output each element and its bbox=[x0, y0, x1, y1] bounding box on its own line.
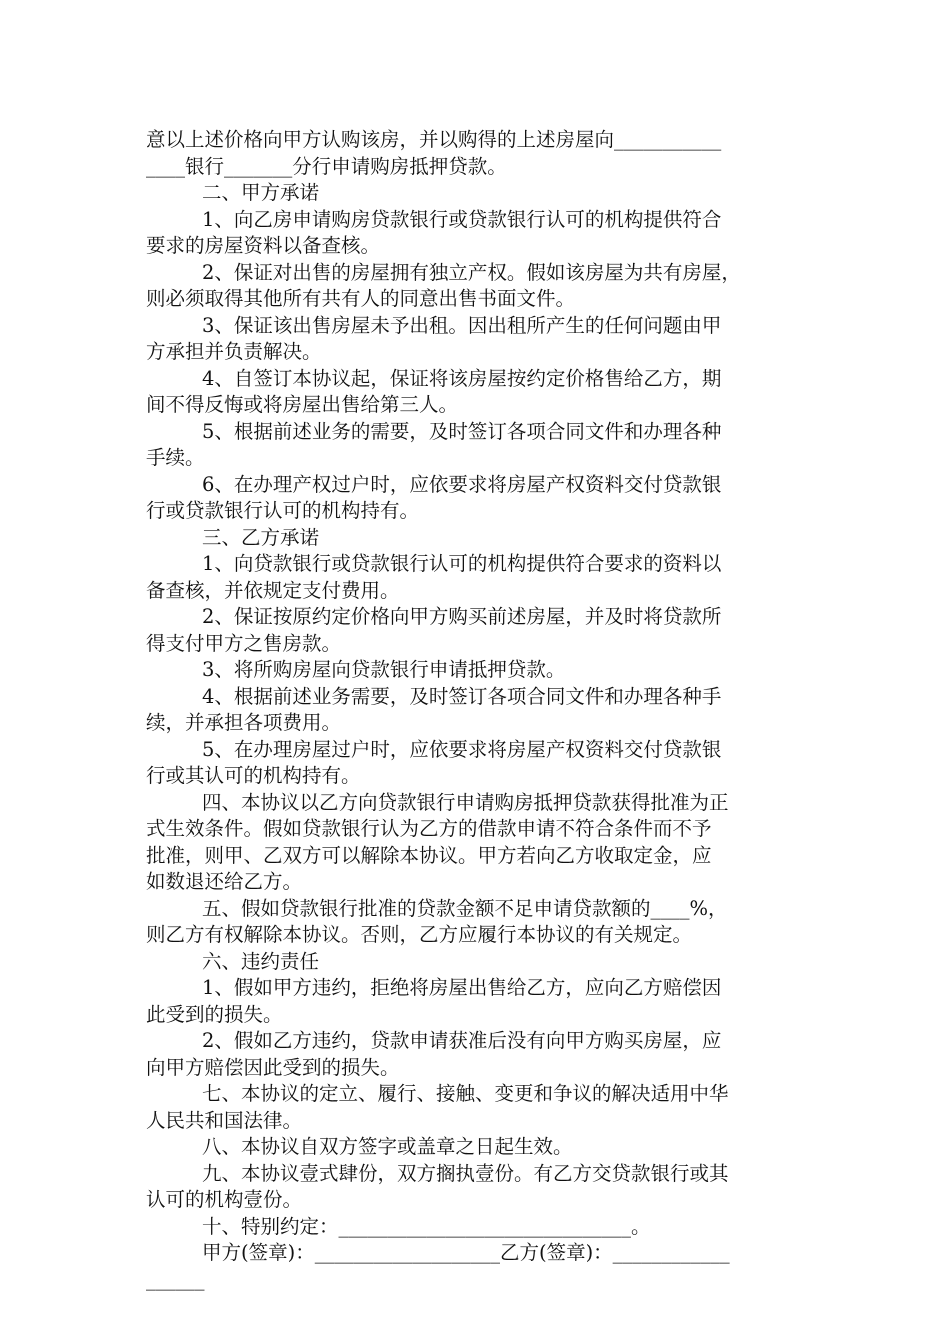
section-heading: 三、乙方承诺 bbox=[202, 525, 320, 549]
text-line: 1、假如甲方违约，拒绝将房屋出售给乙方，应向乙方赔偿因 bbox=[202, 976, 722, 999]
special-agreement-line: 十、特别约定：______________________________。 bbox=[202, 1214, 651, 1238]
contract-text bbox=[146, 127, 808, 1293]
text-line: 人民共和国法律。 bbox=[146, 1108, 303, 1132]
section-heading: 四、本协议以乙方向贷款银行申请购房抵押贷款获得批准为正 bbox=[202, 790, 729, 814]
text-line: 2、保证对出售的房屋拥有独立产权。假如该房屋为共有房屋， bbox=[202, 260, 741, 284]
text-line: 行或贷款银行认可的机构持有。 bbox=[146, 499, 420, 522]
text-line: 间不得反悔或将房屋出售给第三人。 bbox=[146, 393, 459, 416]
text-line: 续，并承担各项费用。 bbox=[146, 711, 342, 734]
section-heading: 五、假如贷款银行批准的贷款金额不足申请贷款额的____%， bbox=[202, 896, 728, 920]
text-line: 6、在办理产权过户时，应依要求将房屋产权资料交付贷款银 bbox=[202, 472, 722, 496]
text-line: 意以上述价格向甲方认购该房，并以购得的上述房屋向___________ bbox=[146, 128, 722, 151]
text-line: 则乙方有权解除本协议。否则，乙方应履行本协议的有关规定。 bbox=[146, 923, 693, 946]
text-line: 如数退还给乙方。 bbox=[146, 870, 303, 893]
text-line: 式生效条件。假如贷款银行认为乙方的借款申请不符合条件而不予 bbox=[146, 817, 712, 840]
signature-line: 甲方(签章)：___________________乙方(签章)：____________ bbox=[202, 1241, 730, 1264]
text-line: 认可的机构壹份。 bbox=[146, 1188, 303, 1211]
text-line: 3、将所购房屋向贷款银行申请抵押贷款。 bbox=[202, 658, 566, 681]
text-line: 2、保证按原约定价格向甲方购买前述房屋，并及时将贷款所 bbox=[202, 605, 722, 628]
text-line: 5、在办理房屋过户时，应依要求将房屋产权资料交付贷款银 bbox=[202, 737, 722, 761]
text-line: 4、根据前述业务需要，及时签订各项合同文件和办理各种手 bbox=[202, 684, 722, 708]
section-heading: 六、违约责任 bbox=[202, 949, 320, 973]
section-heading: 七、本协议的定立、履行、接触、变更和争议的解决适用中华 bbox=[202, 1082, 729, 1105]
section-heading: 二、甲方承诺 bbox=[202, 181, 320, 204]
section-heading: 九、本协议壹式肆份，双方搁执壹份。有乙方交贷款银行或其 bbox=[202, 1161, 729, 1185]
text-line: 1、向乙房申请购房贷款银行或贷款银行认可的机构提供符合 bbox=[202, 207, 722, 231]
text-line: ____银行_______分行申请购房抵押贷款。 bbox=[146, 154, 507, 178]
text-line: 3、保证该出售房屋未予出租。因出租所产生的任何问题由甲 bbox=[202, 313, 722, 337]
text-line: 批准，则甲、乙双方可以解除本协议。甲方若向乙方收取定金，应 bbox=[146, 843, 712, 867]
text-line: 行或其认可的机构持有。 bbox=[146, 764, 361, 787]
section-heading: 八、本协议自双方签字或盖章之日起生效。 bbox=[202, 1135, 573, 1158]
signature-line-continuation: ______ bbox=[146, 1267, 205, 1291]
text-line: 5、根据前述业务的需要，及时签订各项合同文件和办理各种 bbox=[202, 419, 722, 443]
text-line: 方承担并负责解决。 bbox=[146, 340, 322, 363]
text-line: 备查核，并依规定支付费用。 bbox=[146, 578, 400, 602]
text-line: 则必须取得其他所有共有人的同意出售书面文件。 bbox=[146, 287, 576, 310]
text-line: 2、假如乙方违约，贷款申请获准后没有向甲方购买房屋，应 bbox=[202, 1029, 722, 1052]
text-line: 4、自签订本协议起，保证将该房屋按约定价格售给乙方，期 bbox=[202, 366, 722, 390]
text-line: 1、向贷款银行或贷款银行认可的机构提供符合要求的资料以 bbox=[202, 552, 722, 575]
text-line: 手续。 bbox=[146, 446, 205, 469]
text-line: 得支付甲方之售房款。 bbox=[146, 631, 342, 655]
text-line: 向甲方赔偿因此受到的损失。 bbox=[146, 1055, 400, 1079]
text-line: 要求的房屋资料以备查核。 bbox=[146, 234, 381, 257]
text-line: 此受到的损失。 bbox=[146, 1002, 283, 1026]
